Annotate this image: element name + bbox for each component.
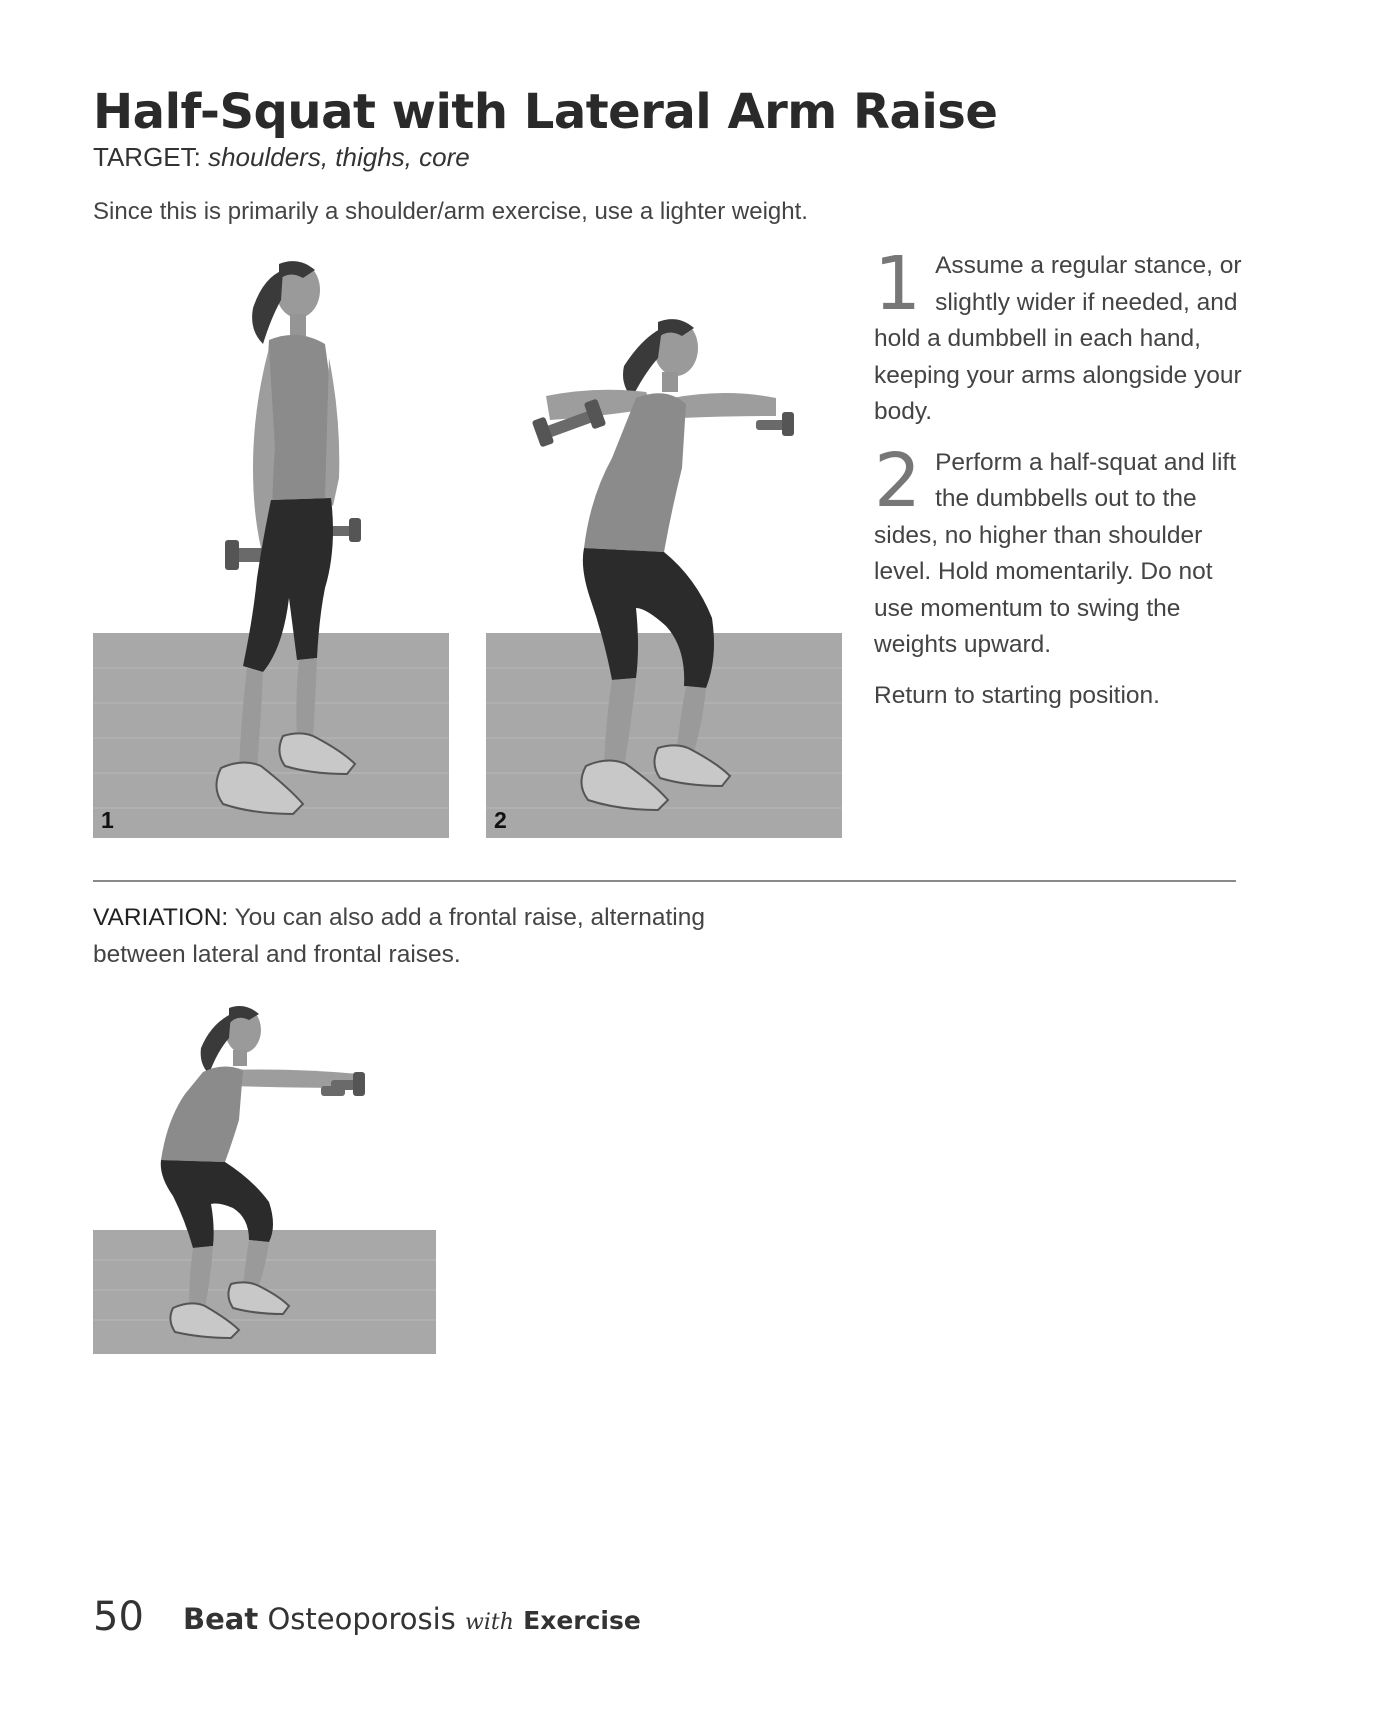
step-1-number: 1: [874, 241, 922, 327]
instructions: [874, 241, 1244, 728]
exercise-photo-1: [93, 248, 449, 838]
photo-1-number: 1: [101, 807, 114, 833]
target-line: [93, 142, 470, 173]
closing-text: Return to starting position.: [874, 681, 1160, 709]
step-1: [874, 241, 1244, 431]
target-value: shoulders, thighs, core: [208, 142, 470, 172]
step-2-text: Perform a half-squat and lift the dumbbells out to the sides, no higher than shoulder level. Hold momentarily. Do not use momentum to swing the weights upward.: [874, 448, 1237, 658]
variation-label: VARIATION:: [93, 904, 229, 931]
variation-photo-illustration: [93, 990, 436, 1354]
book-title-exercise: Exercise: [523, 1606, 641, 1635]
page-title: Half-Squat with Lateral Arm Raise: [93, 84, 998, 140]
step-2-number: 2: [874, 437, 922, 524]
exercise-photo-2: [486, 248, 842, 838]
variation-photo: [93, 990, 436, 1354]
page-number: 50: [93, 1594, 144, 1640]
section-divider: [93, 880, 1236, 882]
photo-2-illustration: [486, 248, 842, 838]
intro-text: Since this is primarily a shoulder/arm exercise, use a lighter weight.: [93, 198, 808, 225]
book-title-osteoporosis: Osteoporosis: [267, 1602, 456, 1636]
photo-1-illustration: [93, 248, 449, 838]
book-title-with: with: [465, 1610, 514, 1635]
step-2: [874, 437, 1244, 664]
variation-note: [93, 900, 713, 973]
photo-2-number: 2: [494, 807, 507, 833]
target-label: TARGET:: [93, 142, 201, 172]
book-title: [183, 1602, 641, 1636]
book-title-beat: Beat: [183, 1602, 259, 1636]
variation-text: You can also add a frontal raise, alternating between lateral and frontal raises.: [93, 904, 705, 968]
step-1-text: Assume a regular stance, or slightly wider if needed, and hold a dumbbell in each hand, keeping your arms alongside your body.: [874, 252, 1242, 425]
